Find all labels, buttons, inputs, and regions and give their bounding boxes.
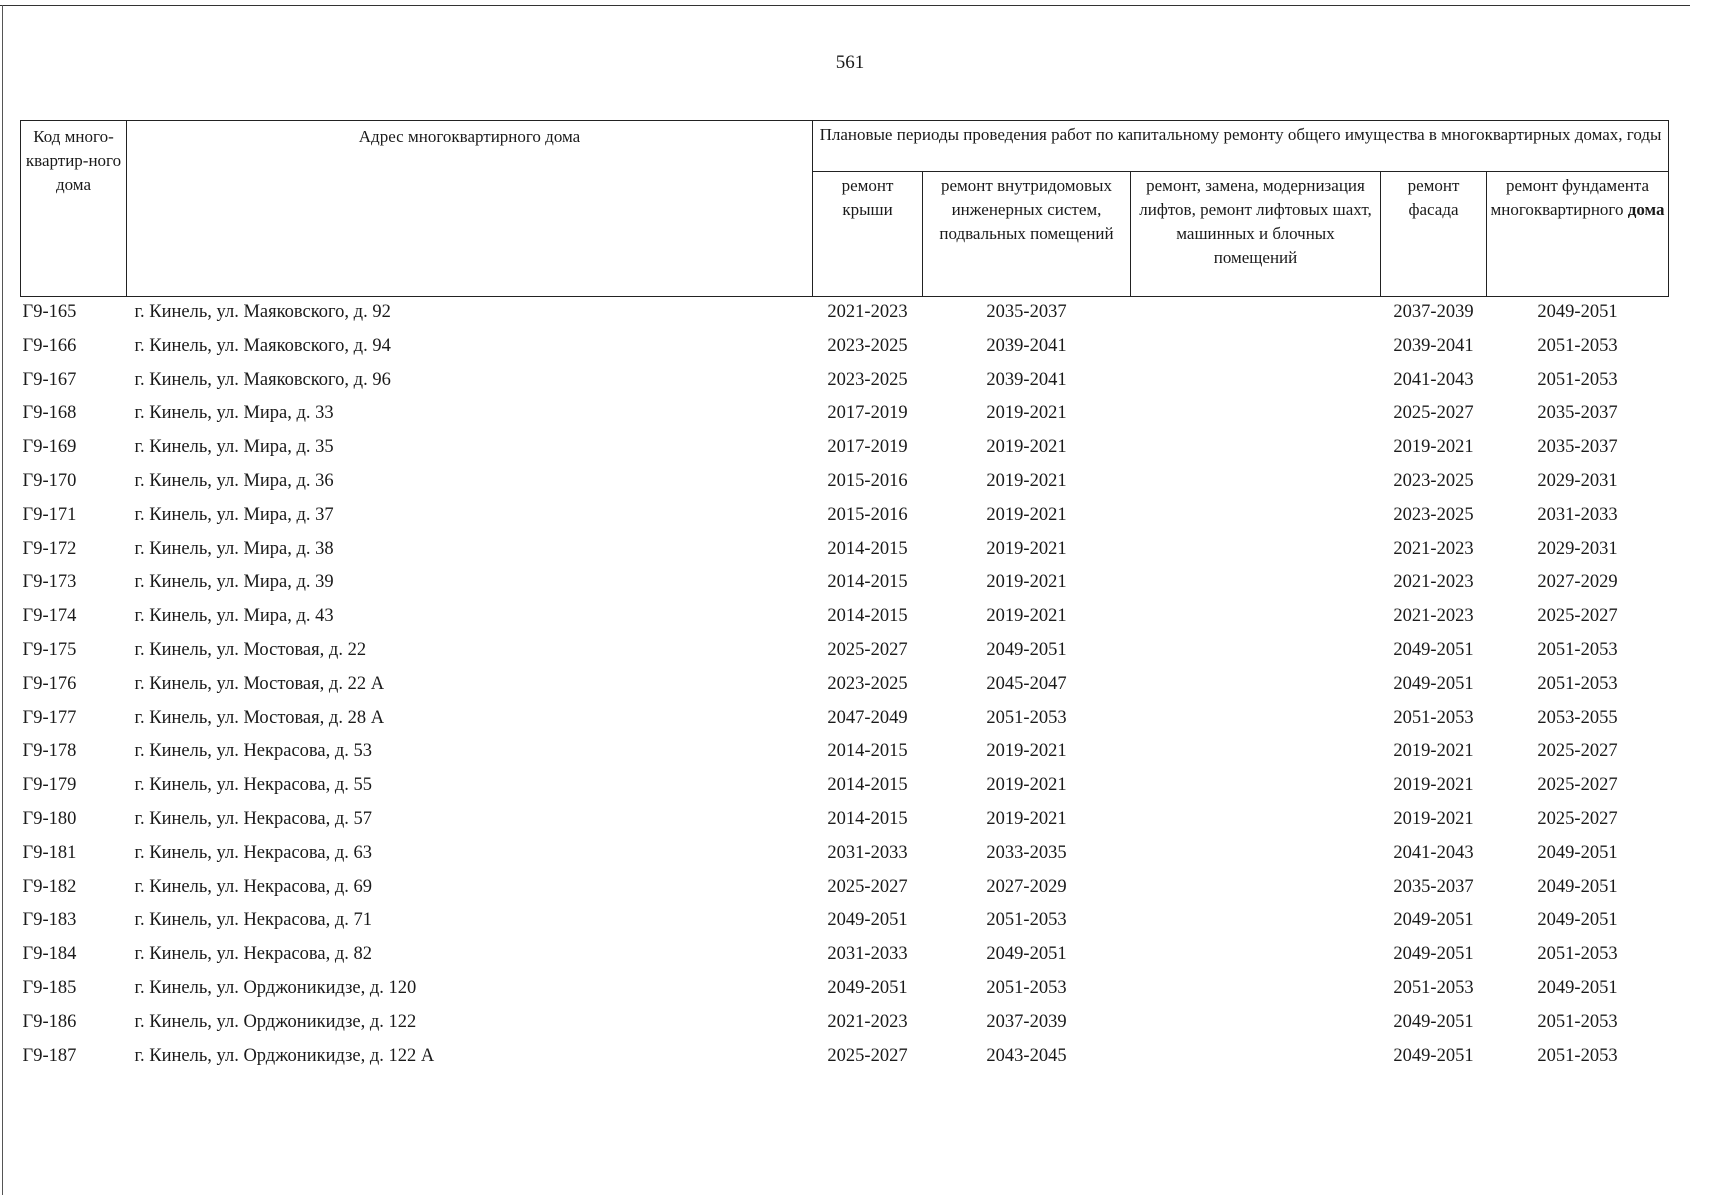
page-border-top (0, 5, 1690, 6)
cell-code: Г9-178 (22, 741, 77, 762)
cell-address: г. Кинель, ул. Мира, д. 43 (134, 606, 334, 627)
cell-facade: 2049-2051 (1393, 1045, 1474, 1066)
header-code: Код много-квартир-ного дома (21, 121, 127, 297)
cell-engineering: 2039-2041 (986, 369, 1067, 390)
cell-lifts (1131, 703, 1381, 737)
cell-code: Г9-187 (22, 1045, 77, 1066)
cell-facade: 2051-2053 (1393, 977, 1474, 998)
cell-facade: 2049-2051 (1393, 639, 1474, 660)
cell-lifts (1131, 1007, 1381, 1041)
cell-roof: 2047-2049 (827, 707, 908, 728)
cell-engineering: 2019-2021 (986, 775, 1067, 796)
table-row (21, 905, 1669, 939)
cell-code: Г9-169 (22, 437, 77, 458)
table-row (21, 567, 1669, 601)
header-foundation (1487, 172, 1669, 297)
cell-address: г. Кинель, ул. Орджоникидзе, д. 120 (134, 977, 417, 998)
cell-code: Г9-168 (22, 403, 77, 424)
cell-roof: 2017-2019 (827, 403, 908, 424)
cell-lifts (1131, 500, 1381, 534)
header-roof: ремонт крыши (813, 172, 923, 297)
header-foundation-text: ремонт фундамента многоквартирного (1490, 176, 1650, 219)
cell-roof: 2014-2015 (827, 606, 908, 627)
cell-facade: 2019-2021 (1393, 437, 1474, 458)
header-engineering: ремонт внутридомовых инженерных систем, подвальных помещений (923, 172, 1131, 297)
cell-code: Г9-182 (22, 876, 77, 897)
capital-repair-schedule-table (20, 120, 1669, 1074)
cell-address: г. Кинель, ул. Орджоникидзе, д. 122 (134, 1011, 417, 1032)
cell-facade: 2021-2023 (1393, 572, 1474, 593)
cell-lifts (1131, 1041, 1381, 1075)
table-header (21, 121, 1669, 297)
cell-roof: 2023-2025 (827, 369, 908, 390)
cell-foundation: 2025-2027 (1537, 741, 1618, 762)
table-row (21, 398, 1669, 432)
cell-foundation: 2035-2037 (1537, 437, 1618, 458)
cell-lifts (1131, 466, 1381, 500)
cell-facade: 2049-2051 (1393, 910, 1474, 931)
cell-address: г. Кинель, ул. Мира, д. 35 (134, 437, 334, 458)
table-row (21, 365, 1669, 399)
table-row (21, 804, 1669, 838)
table-row (21, 703, 1669, 737)
cell-engineering: 2037-2039 (986, 1011, 1067, 1032)
cell-foundation: 2049-2051 (1537, 876, 1618, 897)
cell-lifts (1131, 432, 1381, 466)
cell-facade: 2039-2041 (1393, 335, 1474, 356)
cell-foundation: 2029-2031 (1537, 470, 1618, 491)
cell-facade: 2051-2053 (1393, 707, 1474, 728)
cell-foundation: 2051-2053 (1537, 1011, 1618, 1032)
cell-engineering: 2035-2037 (986, 302, 1067, 322)
cell-engineering: 2033-2035 (986, 842, 1067, 863)
cell-engineering: 2051-2053 (986, 910, 1067, 931)
cell-foundation: 2049-2051 (1537, 842, 1618, 863)
cell-address: г. Кинель, ул. Некрасова, д. 63 (134, 842, 373, 863)
cell-roof: 2014-2015 (827, 538, 908, 559)
table-row (21, 1041, 1669, 1075)
cell-code: Г9-172 (22, 538, 77, 559)
header-lifts: ремонт, замена, модернизация лифтов, ремонт лифтовых шахт, машинных и блочных помещений (1131, 172, 1381, 297)
table-row (21, 669, 1669, 703)
cell-engineering: 2019-2021 (986, 808, 1067, 829)
cell-engineering: 2051-2053 (986, 707, 1067, 728)
cell-code: Г9-165 (22, 302, 77, 322)
cell-address: г. Кинель, ул. Некрасова, д. 55 (134, 775, 373, 796)
table-row (21, 500, 1669, 534)
page-number: 561 (835, 52, 865, 73)
cell-roof: 2023-2025 (827, 335, 908, 356)
cell-facade: 2021-2023 (1393, 606, 1474, 627)
cell-foundation: 2031-2033 (1537, 504, 1618, 525)
cell-roof: 2015-2016 (827, 470, 908, 491)
cell-roof: 2031-2033 (827, 944, 908, 965)
cell-facade: 2019-2021 (1393, 741, 1474, 762)
cell-facade: 2049-2051 (1393, 1011, 1474, 1032)
cell-roof: 2014-2015 (827, 741, 908, 762)
cell-foundation: 2025-2027 (1537, 606, 1618, 627)
table-row (21, 838, 1669, 872)
table-row (21, 466, 1669, 500)
cell-code: Г9-177 (22, 707, 77, 728)
cell-code: Г9-174 (22, 606, 77, 627)
cell-lifts (1131, 939, 1381, 973)
cell-lifts (1131, 601, 1381, 635)
cell-engineering: 2019-2021 (986, 403, 1067, 424)
cell-code: Г9-170 (22, 470, 77, 491)
cell-engineering: 2019-2021 (986, 538, 1067, 559)
cell-foundation: 2027-2029 (1537, 572, 1618, 593)
cell-address: г. Кинель, ул. Некрасова, д. 69 (134, 876, 373, 897)
cell-engineering: 2045-2047 (986, 673, 1067, 694)
header-facade: ремонт фасада (1381, 172, 1487, 297)
cell-code: Г9-167 (22, 369, 77, 390)
cell-lifts (1131, 365, 1381, 399)
cell-lifts (1131, 770, 1381, 804)
cell-code: Г9-173 (22, 572, 77, 593)
cell-facade: 2021-2023 (1393, 538, 1474, 559)
cell-foundation: 2049-2051 (1537, 977, 1618, 998)
cell-lifts (1131, 669, 1381, 703)
cell-engineering: 2049-2051 (986, 639, 1067, 660)
cell-engineering: 2019-2021 (986, 504, 1067, 525)
cell-code: Г9-180 (22, 808, 77, 829)
cell-roof: 2025-2027 (827, 1045, 908, 1066)
cell-roof: 2023-2025 (827, 673, 908, 694)
cell-facade: 2041-2043 (1393, 369, 1474, 390)
cell-code: Г9-184 (22, 944, 77, 965)
cell-foundation: 2025-2027 (1537, 808, 1618, 829)
table-row (21, 872, 1669, 906)
cell-code: Г9-183 (22, 910, 77, 931)
cell-roof: 2049-2051 (827, 977, 908, 998)
cell-lifts (1131, 905, 1381, 939)
table-row (21, 1007, 1669, 1041)
cell-code: Г9-179 (22, 775, 77, 796)
cell-code: Г9-181 (22, 842, 77, 863)
cell-roof: 2025-2027 (827, 639, 908, 660)
table-row (21, 770, 1669, 804)
cell-foundation: 2051-2053 (1537, 1045, 1618, 1066)
cell-lifts (1131, 398, 1381, 432)
cell-lifts (1131, 534, 1381, 568)
table-row (21, 297, 1669, 331)
cell-engineering: 2049-2051 (986, 944, 1067, 965)
cell-code: Г9-175 (22, 639, 77, 660)
cell-address: г. Кинель, ул. Мира, д. 33 (134, 403, 334, 424)
cell-address: г. Кинель, ул. Некрасова, д. 53 (134, 741, 373, 762)
cell-code: Г9-186 (22, 1011, 77, 1032)
cell-address: г. Кинель, ул. Мостовая, д. 28 А (134, 707, 385, 728)
cell-engineering: 2019-2021 (986, 606, 1067, 627)
cell-lifts (1131, 297, 1381, 331)
cell-facade: 2019-2021 (1393, 775, 1474, 796)
cell-facade: 2041-2043 (1393, 842, 1474, 863)
header-periods: Плановые периоды проведения работ по капитальному ремонту общего имущества в многоквартирных домах, годы (813, 121, 1669, 172)
cell-code: Г9-185 (22, 977, 77, 998)
page-border-left (2, 5, 3, 1195)
cell-lifts (1131, 567, 1381, 601)
cell-foundation: 2051-2053 (1537, 639, 1618, 660)
cell-facade: 2037-2039 (1393, 302, 1474, 322)
cell-facade: 2019-2021 (1393, 808, 1474, 829)
cell-engineering: 2019-2021 (986, 572, 1067, 593)
table-row (21, 432, 1669, 466)
cell-roof: 2014-2015 (827, 572, 908, 593)
cell-engineering: 2019-2021 (986, 741, 1067, 762)
cell-foundation: 2051-2053 (1537, 673, 1618, 694)
cell-lifts (1131, 736, 1381, 770)
table-row (21, 736, 1669, 770)
cell-roof: 2025-2027 (827, 876, 908, 897)
cell-engineering: 2019-2021 (986, 437, 1067, 458)
cell-foundation: 2025-2027 (1537, 775, 1618, 796)
cell-roof: 2015-2016 (827, 504, 908, 525)
cell-code: Г9-171 (22, 504, 77, 525)
cell-roof: 2031-2033 (827, 842, 908, 863)
cell-address: г. Кинель, ул. Орджоникидзе, д. 122 А (134, 1045, 435, 1066)
cell-lifts (1131, 804, 1381, 838)
cell-engineering: 2043-2045 (986, 1045, 1067, 1066)
table-body (21, 297, 1669, 1075)
cell-facade: 2023-2025 (1393, 504, 1474, 525)
cell-facade: 2049-2051 (1393, 944, 1474, 965)
cell-lifts (1131, 872, 1381, 906)
cell-foundation: 2053-2055 (1537, 707, 1618, 728)
cell-facade: 2049-2051 (1393, 673, 1474, 694)
table-row (21, 635, 1669, 669)
cell-address: г. Кинель, ул. Некрасова, д. 71 (134, 910, 373, 931)
cell-address: г. Кинель, ул. Мира, д. 39 (134, 572, 334, 593)
cell-roof: 2014-2015 (827, 808, 908, 829)
cell-lifts (1131, 838, 1381, 872)
table-row (21, 331, 1669, 365)
cell-roof: 2014-2015 (827, 775, 908, 796)
cell-foundation: 2051-2053 (1537, 369, 1618, 390)
cell-facade: 2025-2027 (1393, 403, 1474, 424)
table-row (21, 534, 1669, 568)
cell-address: г. Кинель, ул. Мира, д. 38 (134, 538, 334, 559)
cell-facade: 2035-2037 (1393, 876, 1474, 897)
table-row (21, 973, 1669, 1007)
cell-address: г. Кинель, ул. Некрасова, д. 82 (134, 944, 373, 965)
cell-address: г. Кинель, ул. Маяковского, д. 96 (134, 369, 391, 390)
cell-address: г. Кинель, ул. Некрасова, д. 57 (134, 808, 373, 829)
cell-engineering: 2039-2041 (986, 335, 1067, 356)
cell-code: Г9-176 (22, 673, 77, 694)
cell-address: г. Кинель, ул. Мостовая, д. 22 (134, 639, 367, 660)
cell-roof: 2021-2023 (827, 302, 908, 322)
cell-roof: 2017-2019 (827, 437, 908, 458)
table-row (21, 939, 1669, 973)
header-address: Адрес многоквартирного дома (127, 121, 813, 297)
cell-engineering: 2051-2053 (986, 977, 1067, 998)
cell-address: г. Кинель, ул. Мостовая, д. 22 А (134, 673, 385, 694)
cell-roof: 2021-2023 (827, 1011, 908, 1032)
cell-address: г. Кинель, ул. Маяковского, д. 92 (134, 302, 391, 322)
cell-foundation: 2051-2053 (1537, 335, 1618, 356)
header-foundation-bold: дома (1627, 200, 1665, 219)
cell-foundation: 2049-2051 (1537, 910, 1618, 931)
cell-code: Г9-166 (22, 335, 77, 356)
cell-lifts (1131, 635, 1381, 669)
cell-foundation: 2049-2051 (1537, 302, 1618, 322)
cell-address: г. Кинель, ул. Маяковского, д. 94 (134, 335, 391, 356)
cell-address: г. Кинель, ул. Мира, д. 36 (134, 470, 334, 491)
cell-foundation: 2029-2031 (1537, 538, 1618, 559)
cell-foundation: 2035-2037 (1537, 403, 1618, 424)
cell-engineering: 2019-2021 (986, 470, 1067, 491)
cell-engineering: 2027-2029 (986, 876, 1067, 897)
cell-lifts (1131, 973, 1381, 1007)
cell-lifts (1131, 331, 1381, 365)
cell-roof: 2049-2051 (827, 910, 908, 931)
cell-address: г. Кинель, ул. Мира, д. 37 (134, 504, 334, 525)
table-row (21, 601, 1669, 635)
cell-foundation: 2051-2053 (1537, 944, 1618, 965)
cell-facade: 2023-2025 (1393, 470, 1474, 491)
